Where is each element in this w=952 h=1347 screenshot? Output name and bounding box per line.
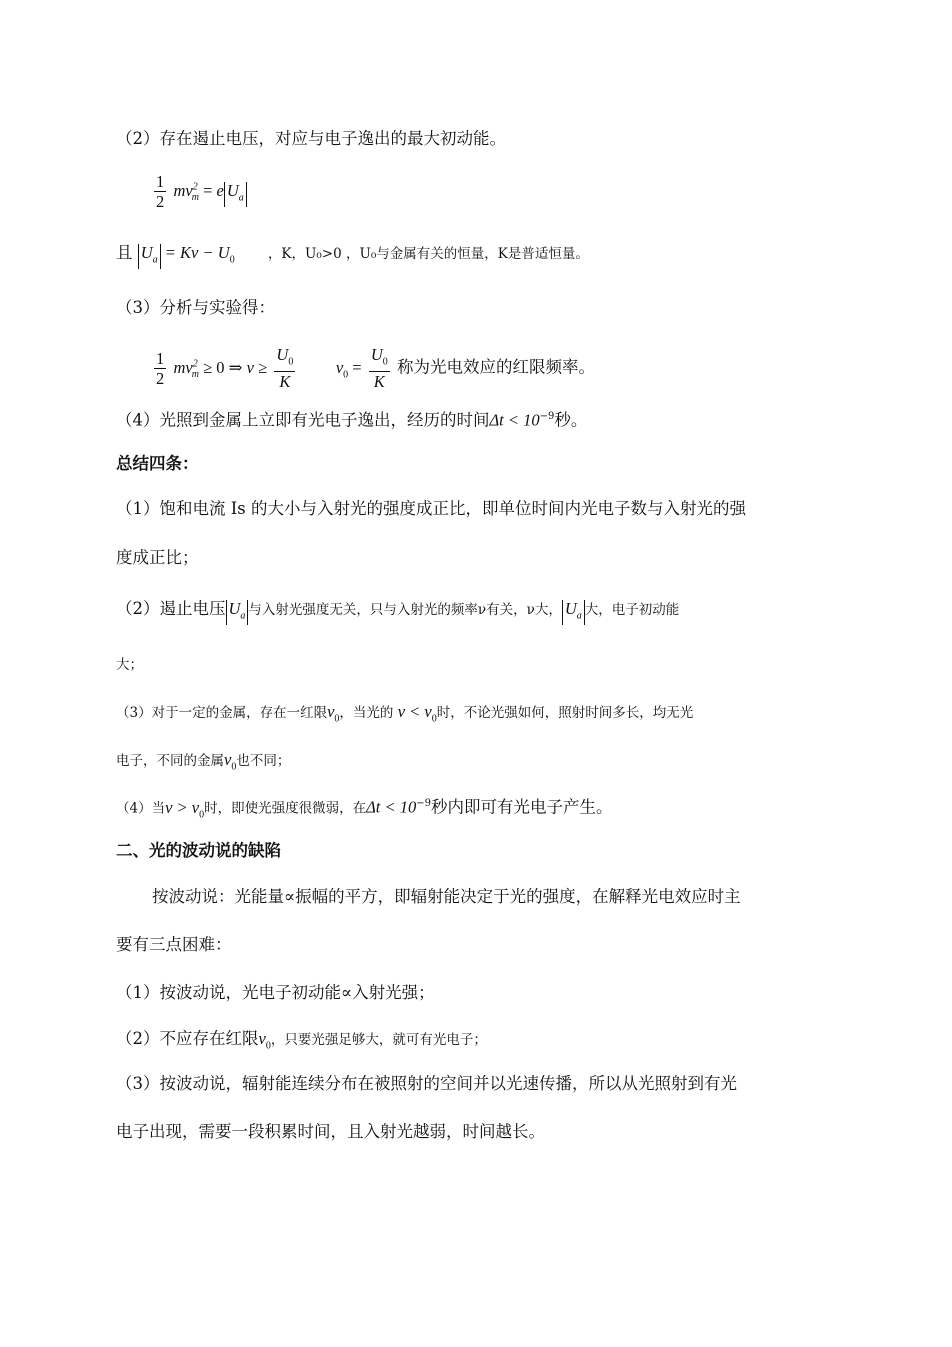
paragraph-line: （2）存在遏止电压，对应与电子逸出的最大初动能。 (116, 129, 506, 148)
fraction-numerator: 1 (156, 172, 165, 191)
paragraph-line: （4）光照到金属上立即有光电子逸出，经历的时间$\Delta t < 10^{-9}$秒。 (116, 410, 588, 430)
paragraph-line: （1）按波动说，光电子初动能∝入射光强； (116, 983, 435, 1002)
paragraph-line: 电子出现，需要一段积累时间，且入射光越弱，时间越长。 (116, 1122, 545, 1141)
paragraph-line: 且 $U_a = K\nu - U_0$ ，K，U₀>0 ，U₀与金属有关的恒量，K是普适恒量。 (116, 241, 589, 272)
formula-stop-voltage: $U_a = K\nu - U_0$ (138, 243, 235, 262)
formula-term: $mv^2_m = e$ $U_a$ (174, 181, 247, 200)
paragraph-line: （2）遏止电压 $U_a$ 与入射光强度无关，只与入射光的频率ν有关，ν大， $U_a$ 大，电子初动能 (116, 597, 679, 625)
formula-threshold: $\frac{1}{2}$ $mv^2_m \ge 0$ ⇒ ν ≥ $\frac{U_0}{K}$ $\nu_0$ = $\frac{U_0}{K}$ 称为光电效应的红限频率。 (156, 345, 595, 392)
paragraph-line: 度成正比； (116, 548, 199, 567)
paragraph-line: （1）饱和电流 Is 的大小与入射光的强度成正比，即单位时间内光电子数与入射光的强 (116, 499, 746, 518)
formula-kinetic-energy (152, 172, 247, 211)
paragraph-line: （3）分析与实验得： (116, 298, 275, 317)
section-heading: 总结四条： (116, 454, 199, 473)
formula-caption: 称为光电效应的红限频率。 (397, 357, 595, 377)
paragraph-line: 要有三点困难： (116, 935, 232, 954)
paragraph-line: 按波动说：光能量∝振幅的平方，即辐射能决定于光的强度，在解释光电效应时主 (152, 887, 741, 906)
paragraph-line: （3）按波动说，辐射能连续分布在被照射的空间并以光速传播，所以从光照射到有光 (116, 1074, 737, 1093)
fraction-denominator: 2 (156, 192, 165, 211)
paragraph-line: 大； (116, 657, 143, 673)
paragraph-line: 电子，不同的金属$\nu_0$也不同； (116, 750, 291, 773)
paragraph-line: （3）对于一定的金属，存在一红限$\nu_0$，当光的 $\nu < \nu_0$时，不论光强如何，照射时间多长，均无光 (116, 702, 694, 725)
section-heading: 二、光的波动说的缺陷 (116, 841, 281, 860)
paragraph-line: （4）当$\nu > \nu_0$时，即使光强度很微弱，在$\Delta t < 10^{-9}$秒内即可有光电子产生。 (116, 797, 613, 820)
paragraph-line: （2）不应存在红限$\nu_0$，只要光强足够大，就可有光电子； (116, 1029, 487, 1052)
